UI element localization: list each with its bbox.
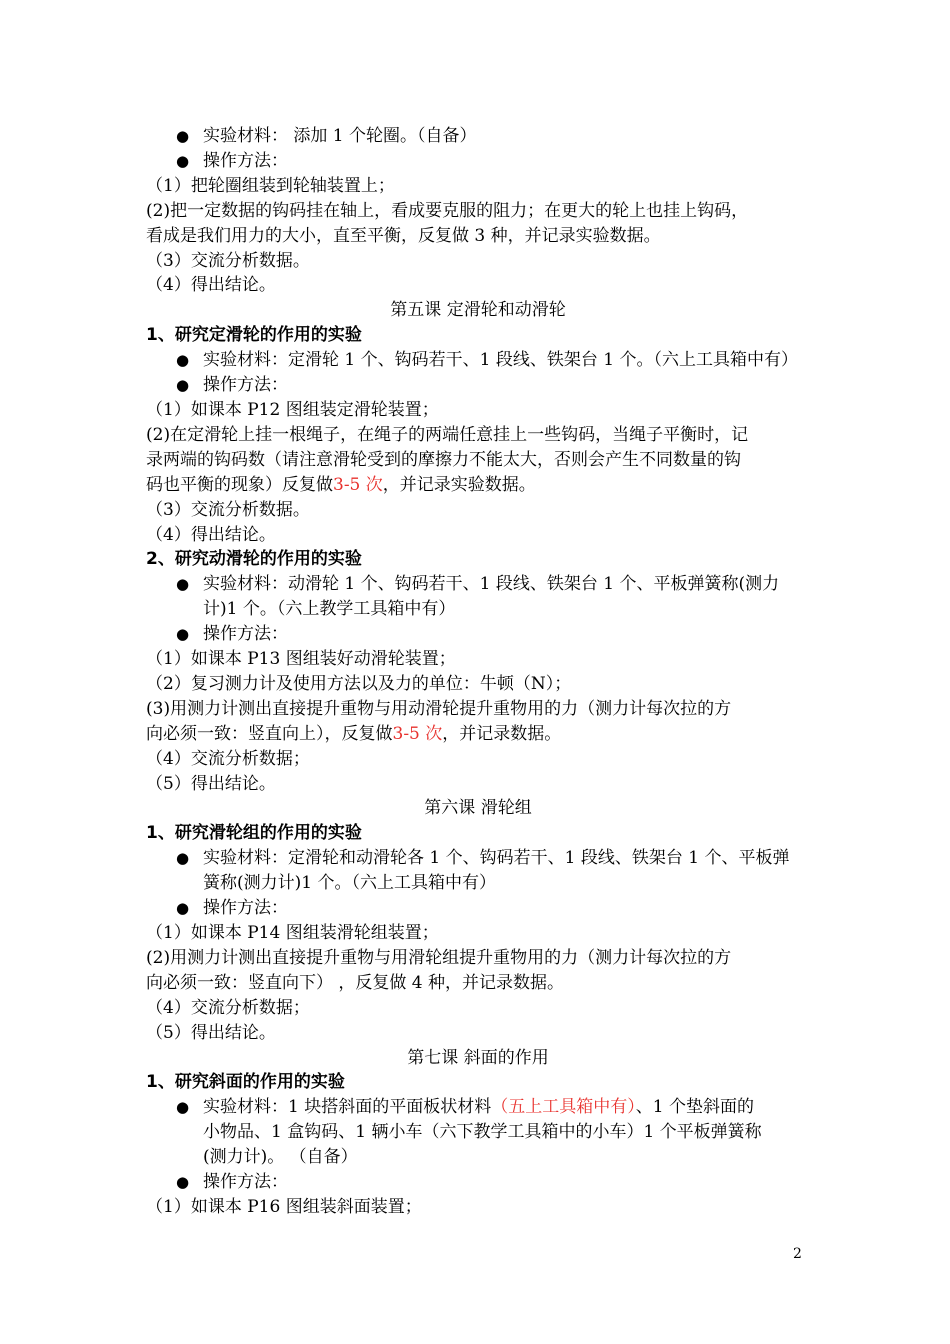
bullet-icon: ● bbox=[176, 351, 190, 370]
step-line: （1）如课本 P16 图组装斜面装置； bbox=[146, 1196, 422, 1217]
step-line: （4）交流分析数据； bbox=[146, 748, 310, 769]
lesson-title: 第七课 斜面的作用 bbox=[407, 1047, 549, 1068]
lesson-title: 第五课 定滑轮和动滑轮 bbox=[390, 300, 566, 321]
step-line: 码也平衡的现象）反复做3-5 次，并记录实验数据。 bbox=[146, 474, 536, 495]
bullet-icon: ● bbox=[176, 1173, 190, 1192]
bullet-material: ● 实验材料：定滑轮和动滑轮各 1 个、钩码若干、1 段线、铁架台 1 个、平板弹 簧称(测力计)1 个。（六上工具箱中有） bbox=[176, 848, 790, 894]
bullet-icon: ● bbox=[176, 376, 190, 395]
step-line: （4）得出结论。 bbox=[146, 524, 276, 545]
step-line: （1）如课本 P13 图组装好动滑轮装置； bbox=[146, 649, 456, 670]
experiment-heading: 1、研究斜面的作用的实验 bbox=[146, 1072, 345, 1093]
experiment-heading: 2、研究动滑轮的作用的实验 bbox=[146, 549, 362, 570]
bullet-method: ● 操作方法： bbox=[146, 149, 810, 174]
bullet-icon: ● bbox=[176, 1098, 190, 1117]
bullet-icon: ● bbox=[176, 575, 190, 594]
bullet-material: ● 实验材料： 添加 1 个轮圈。（自备） bbox=[146, 124, 810, 149]
bullet-icon: ● bbox=[176, 625, 190, 644]
bullet-method: ● 操作方法： bbox=[146, 373, 810, 398]
bullet-icon: ● bbox=[176, 849, 190, 868]
step-line: （3）交流分析数据。 bbox=[146, 499, 310, 520]
step-line: （4）得出结论。 bbox=[146, 275, 276, 296]
step-line: （1）如课本 P14 图组装滑轮组装置； bbox=[146, 923, 439, 943]
page-content bbox=[146, 124, 810, 1220]
highlight-text: 3-5 次 bbox=[333, 474, 383, 495]
step-line: 向必须一致：竖直向上），反复做3-5 次，并记录数据。 bbox=[146, 723, 562, 744]
step-line: 录两端的钩码数（请注意滑轮受到的摩擦力不能太大，否则会产生不同数量的钩 bbox=[146, 449, 741, 470]
experiment-heading: 1、研究定滑轮的作用的实验 bbox=[146, 325, 362, 346]
bullet-material: ● 实验材料：动滑轮 1 个、钩码若干、1 段线、铁架台 1 个、平板弹簧称(测力 计)1 个。（六上教学工具箱中有） bbox=[176, 574, 780, 620]
step-line: (3)用测力计测出直接提升重物与用动滑轮提升重物用的力（测力计每次拉的方 bbox=[146, 698, 732, 719]
step-line: (2)把一定数据的钩码挂在轴上，看成要克服的阻力；在更大的轮上也挂上钩码， bbox=[146, 200, 749, 221]
bullet-icon: ● bbox=[176, 127, 190, 145]
step-line: （1）把轮圈组装到轮轴装置上； bbox=[146, 175, 395, 196]
bullet-method: ● 操作方法： bbox=[146, 896, 810, 921]
bullet-icon: ● bbox=[176, 151, 190, 170]
step-line: （5）得出结论。 bbox=[146, 773, 276, 794]
step-line: （4）交流分析数据； bbox=[146, 997, 310, 1018]
experiment-heading: 1、研究滑轮组的作用的实验 bbox=[146, 823, 362, 844]
bullet-icon: ● bbox=[176, 899, 190, 918]
step-line: (2)用测力计测出直接提升重物与用滑轮组提升重物用的力（测力计每次拉的方 bbox=[146, 947, 732, 968]
step-line: （2）复习测力计及使用方法以及力的单位：牛顿（N）； bbox=[146, 673, 572, 694]
highlight-text: 3-5 次 bbox=[392, 723, 443, 744]
step-line: （3）交流分析数据。 bbox=[146, 250, 310, 271]
step-line: （5）得出结论。 bbox=[146, 1022, 276, 1043]
step-line: （1）如课本 P12 图组装定滑轮装置； bbox=[146, 399, 439, 420]
bullet-material: ● 实验材料：1 块搭斜面的平面板状材料（五上工具箱中有）、1 个垫斜面的 小物品、1 盒钩码、1 辆小车（六下教学工具箱中的小车）1 个平板弹簧称 (测力计)。 （自备） bbox=[176, 1097, 762, 1168]
page-number: 2 bbox=[793, 1246, 802, 1262]
lesson-title: 第六课 滑轮组 bbox=[424, 798, 532, 819]
bullet-method: ● 操作方法： bbox=[146, 622, 810, 647]
step-line: 向必须一致：竖直向下） ，反复做 4 种，并记录数据。 bbox=[146, 972, 565, 993]
bullet-material: ● 实验材料：定滑轮 1 个、钩码若干、1 段线、铁架台 1 个。（六上工具箱中有） bbox=[146, 348, 810, 373]
step-line: (2)在定滑轮上挂一根绳子，在绳子的两端任意挂上一些钩码，当绳子平衡时，记 bbox=[146, 424, 749, 445]
highlight-text: （五上工具箱中有） bbox=[491, 1097, 636, 1118]
bullet-method: ● 操作方法： bbox=[146, 1170, 810, 1195]
step-line: 看成是我们用力的大小，直至平衡，反复做 3 种，并记录实验数据。 bbox=[146, 225, 661, 246]
